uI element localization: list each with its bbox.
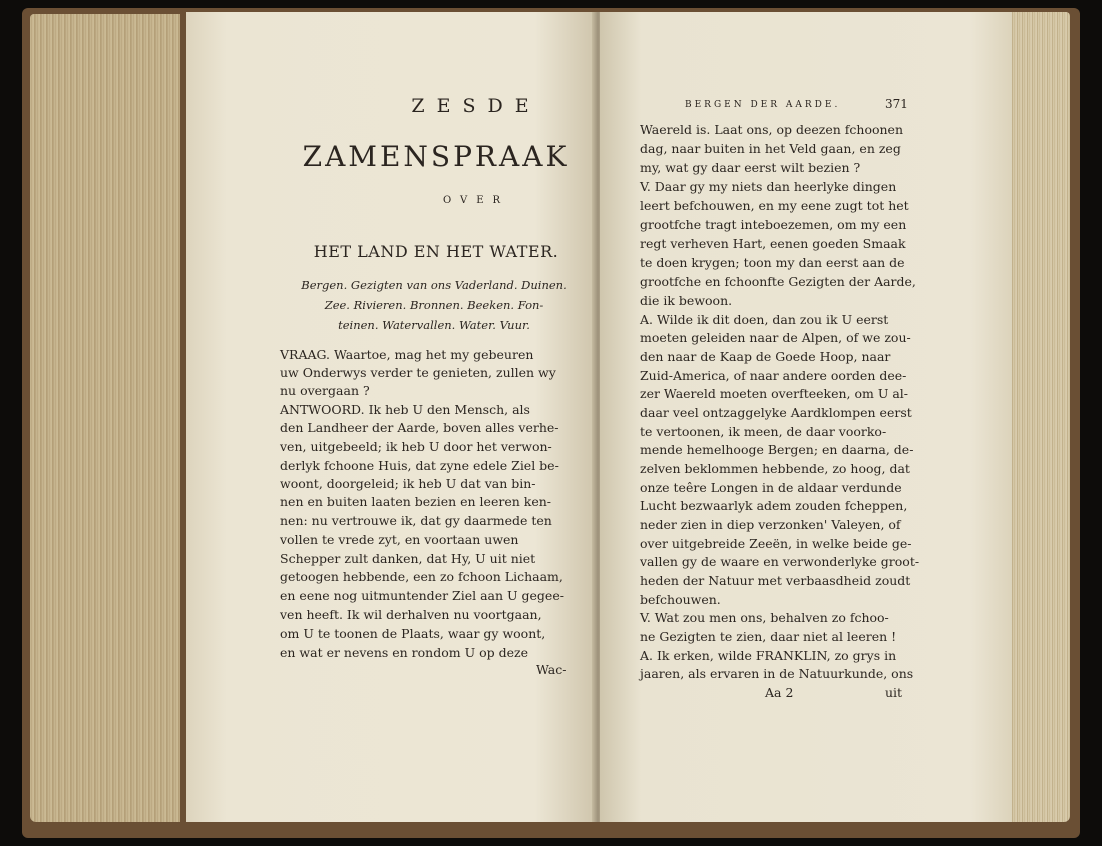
text-line: onze teêre Longen in de aldaar verdunde [640, 480, 902, 495]
text-line: heden der Natuur met verbaasdheid zoudt [640, 573, 911, 588]
text-line: A. Wilde ik dit doen, dan zou ik U eerst [640, 312, 889, 327]
text-line: zelven beklommen hebbende, zo hoog, dat [640, 461, 910, 476]
text-line: nen: nu vertrouwe ik, dat gy daarmede ten [280, 513, 552, 528]
text-line: getoogen hebbende, een zo fchoon Lichaam, [280, 569, 563, 584]
text-line: daar veel ontzaggelyke Aardklompen eerst [640, 405, 912, 420]
text-line: ANTWOORD. Ik heb U den Mensch, als [280, 402, 530, 417]
text-line: en eene nog uitmuntender Ziel aan U gegee- [280, 588, 564, 603]
chapter-number: ZESDE [411, 95, 541, 117]
text-line: ven, uitgebeeld; ik heb U door het verwon- [280, 439, 552, 454]
signature-mark: Aa 2 [765, 685, 794, 700]
text-line: grootfche tragt inteboezemen, om my een [640, 217, 907, 232]
text-line: vollen te vrede zyt, en voortaan uwen [280, 532, 519, 547]
text-line: nen en buiten laaten bezien en leeren ken- [280, 494, 551, 509]
text-line: uw Onderwys verder te genieten, zullen wy [280, 365, 556, 380]
text-line: vallen gy de waare en verwonderlyke groot- [640, 554, 920, 569]
summary-line: Zee. Rivieren. Bronnen. Beeken. Fon- [324, 298, 544, 312]
text-line: over uitgebreide Zeeën, in welke beide ge- [640, 536, 912, 551]
text-line: Schepper zult danken, dat Hy, U uit niet [280, 551, 536, 566]
text-line: Zuid-America, of naar andere oorden dee- [640, 368, 907, 383]
summary-line: Bergen. Gezigten van ons Vaderland. Duinen. [301, 278, 567, 292]
text-line: ven heeft. Ik wil derhalven nu voortgaan, [280, 607, 542, 622]
text-line: grootfche en fchoonfte Gezigten der Aarde, [640, 274, 916, 289]
text-line: befchouwen. [640, 592, 721, 607]
text-line: ne Gezigten te zien, daar niet al leeren ! [640, 629, 897, 644]
right-page [600, 12, 1012, 822]
text-line: woont, doorgeleid; ik heb U dat van bin- [280, 476, 536, 491]
text-line: moeten geleiden naar de Alpen, of we zou- [640, 330, 911, 345]
page-block-left [30, 14, 180, 822]
text-line: A. Ik erken, wilde FRANKLIN, zo grys in [640, 648, 897, 663]
text-line: leert befchouwen, en my eene zugt tot het [640, 198, 909, 213]
text-line: te vertoonen, ik meen, de daar voorko- [640, 424, 887, 439]
text-line: VRAAG. Waartoe, mag het my gebeuren [280, 347, 534, 362]
text-line: neder zien in diep verzonken' Valeyen, of [640, 517, 901, 532]
text-line: om U te toonen de Plaats, waar gy woont, [280, 626, 546, 641]
text-line: die ik bewoon. [640, 293, 733, 308]
page-block-right [1008, 12, 1070, 822]
text-line: V. Wat zou men ons, behalven zo fchoo- [640, 610, 889, 625]
summary-line: teinen. Watervallen. Water. Vuur. [338, 318, 530, 332]
text-line: mende hemelhooge Bergen; en daarna, de- [640, 442, 914, 457]
page-number: 371 [885, 97, 908, 111]
catchword: Wac- [536, 662, 567, 677]
text-line: V. Daar gy my niets dan heerlyke dingen [640, 179, 897, 194]
catchword: uit [885, 685, 903, 700]
chapter-subject: HET LAND EN HET WATER. [313, 242, 559, 261]
text-line: en wat er nevens en rondom U op deze [280, 645, 528, 660]
chapter-over: OVER [442, 195, 510, 206]
text-line: den naar de Kaap de Goede Hoop, naar [640, 349, 891, 364]
text-line: dag, naar buiten in het Veld gaan, en zeg [640, 141, 901, 156]
text-line: nu overgaan ? [280, 383, 370, 398]
chapter-summary [298, 275, 570, 335]
text-line: derlyk fchoone Huis, dat zyne edele Ziel be- [280, 458, 559, 473]
text-line: te doen krygen; toon my dan eerst aan de [640, 255, 905, 270]
text-line: zer Waereld moeten overfteeken, om U al- [640, 386, 909, 401]
text-line: Waereld is. Laat ons, op deezen fchoonen [640, 122, 903, 137]
text-line: den Landheer der Aarde, boven alles verhe- [280, 420, 559, 435]
running-head: BERGEN DER AARDE. [685, 100, 841, 110]
left-page [186, 12, 596, 822]
text-line: jaaren, als ervaren in de Natuurkunde, ons [640, 666, 914, 681]
text-line: Lucht bezwaarlyk adem zouden fcheppen, [640, 498, 908, 513]
chapter-title: ZAMENSPRAAK [302, 140, 570, 173]
text-line: my, wat gy daar eerst wilt bezien ? [640, 160, 861, 175]
text-line: regt verheven Hart, eenen goeden Smaak [640, 236, 906, 251]
